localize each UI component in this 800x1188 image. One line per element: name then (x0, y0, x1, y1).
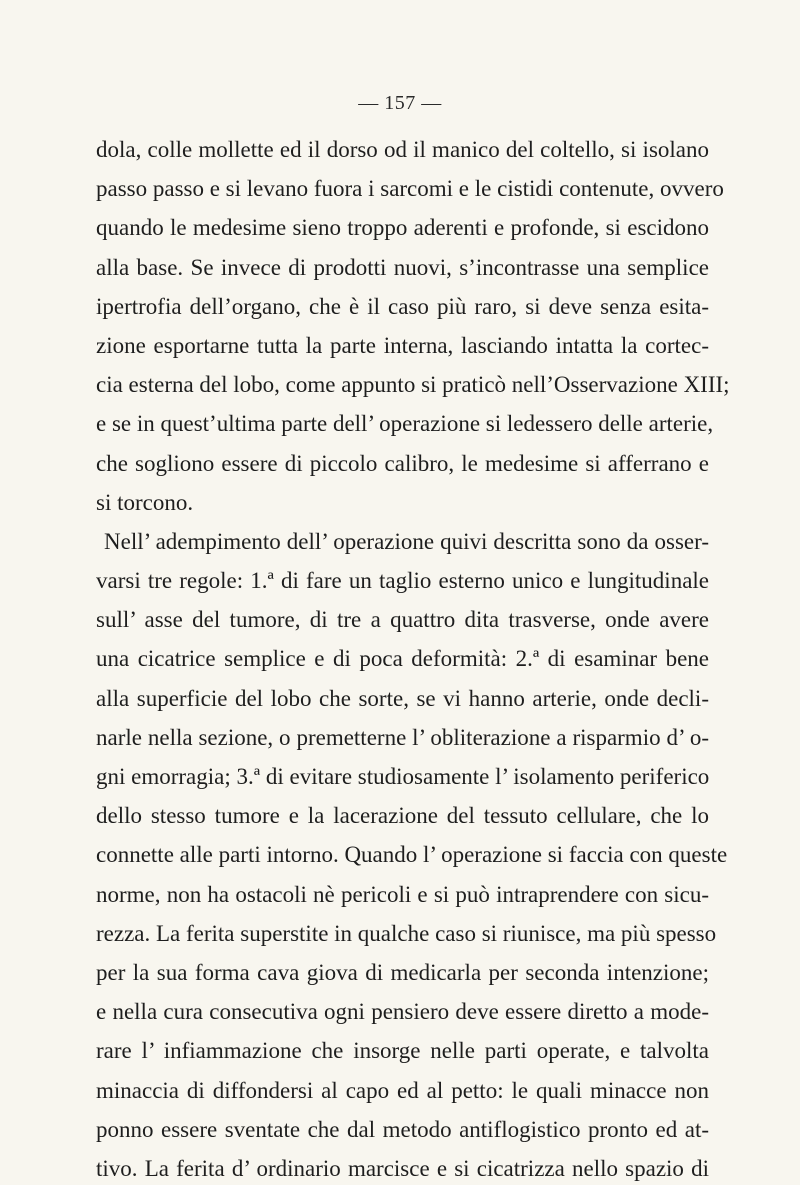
text-line: rezza. La ferita superstite in qualche caso si riunisce, ma più spesso (96, 920, 717, 946)
text-line: quando le medesime sieno troppo aderenti e profonde, si escidono (96, 215, 709, 241)
text-line: sull’ asse del tumore, di tre a quattro dita trasverse, onde avere (96, 607, 709, 633)
paragraph-start-line: Nell’ adempimento dell’ operazione quivi descritta sono da osser- (104, 528, 709, 554)
text-line: norme, non ha ostacoli nè pericoli e si può intraprendere con sicu- (96, 881, 709, 907)
text-line: ipertrofia dell’organo, che è il caso più raro, si deve senza esita- (96, 293, 709, 319)
text-line: si torcono. (96, 489, 194, 515)
text-line: varsi tre regole: 1.ª di fare un taglio esterno unico e lungitudinale (96, 568, 709, 594)
text-line: gni emorragia; 3.ª di evitare studiosamente l’ isolamento periferico (96, 764, 710, 789)
text-line: una cicatrice semplice e di poca deformità: 2.ª di esaminar bene (96, 646, 709, 672)
text-line: minaccia di diffondersi al capo ed al petto: le quali minacce non (96, 1077, 709, 1103)
text-line: tivo. La ferita d’ ordinario marcisce e si cicatrizza nello spazio di (96, 1155, 709, 1181)
body-text (96, 130, 730, 1188)
text-line: passo passo e si levano fuora i sarcomi e le cistidi contenute, ovvero (96, 176, 724, 202)
text-line: e se in quest’ultima parte dell’ operazione si ledessero delle arterie, (96, 411, 714, 437)
text-line: che sogliono essere di piccolo calibro, le medesime si afferrano e (96, 450, 709, 476)
text-line: narle nella sezione, o premetterne l’ obliterazione a risparmio d’ o- (96, 724, 709, 750)
page-number-header: — 157 — (358, 92, 442, 114)
text-line: ponno essere sventate che dal metodo antiflogistico pronto ed at- (96, 1116, 709, 1142)
text-line: alla superficie del lobo che sorte, se vi hanno arterie, onde decli- (96, 685, 709, 711)
text-line: rare l’ infiammazione che insorge nelle parti operate, e talvolta (96, 1038, 709, 1064)
text-line: dola, colle mollette ed il dorso od il manico del coltello, si isolano (96, 137, 709, 162)
text-line: alla base. Se invece di prodotti nuovi, s’incontrasse una semplice (96, 254, 709, 280)
text-line: zione esportarne tutta la parte interna, lasciando intatta la cortec- (96, 332, 709, 358)
text-line: connette alle parti intorno. Quando l’ operazione si faccia con queste (96, 842, 728, 868)
text-line: dello stesso tumore e la lacerazione del tessuto cellulare, che lo (96, 803, 709, 829)
text-line: e nella cura consecutiva ogni pensiero deve essere diretto a mode- (96, 999, 709, 1025)
text-line: cia esterna del lobo, come appunto si praticò nell’Osservazione XIII; (96, 372, 730, 398)
text-line: per la sua forma cava giova di medicarla per seconda intenzione; (96, 959, 709, 985)
